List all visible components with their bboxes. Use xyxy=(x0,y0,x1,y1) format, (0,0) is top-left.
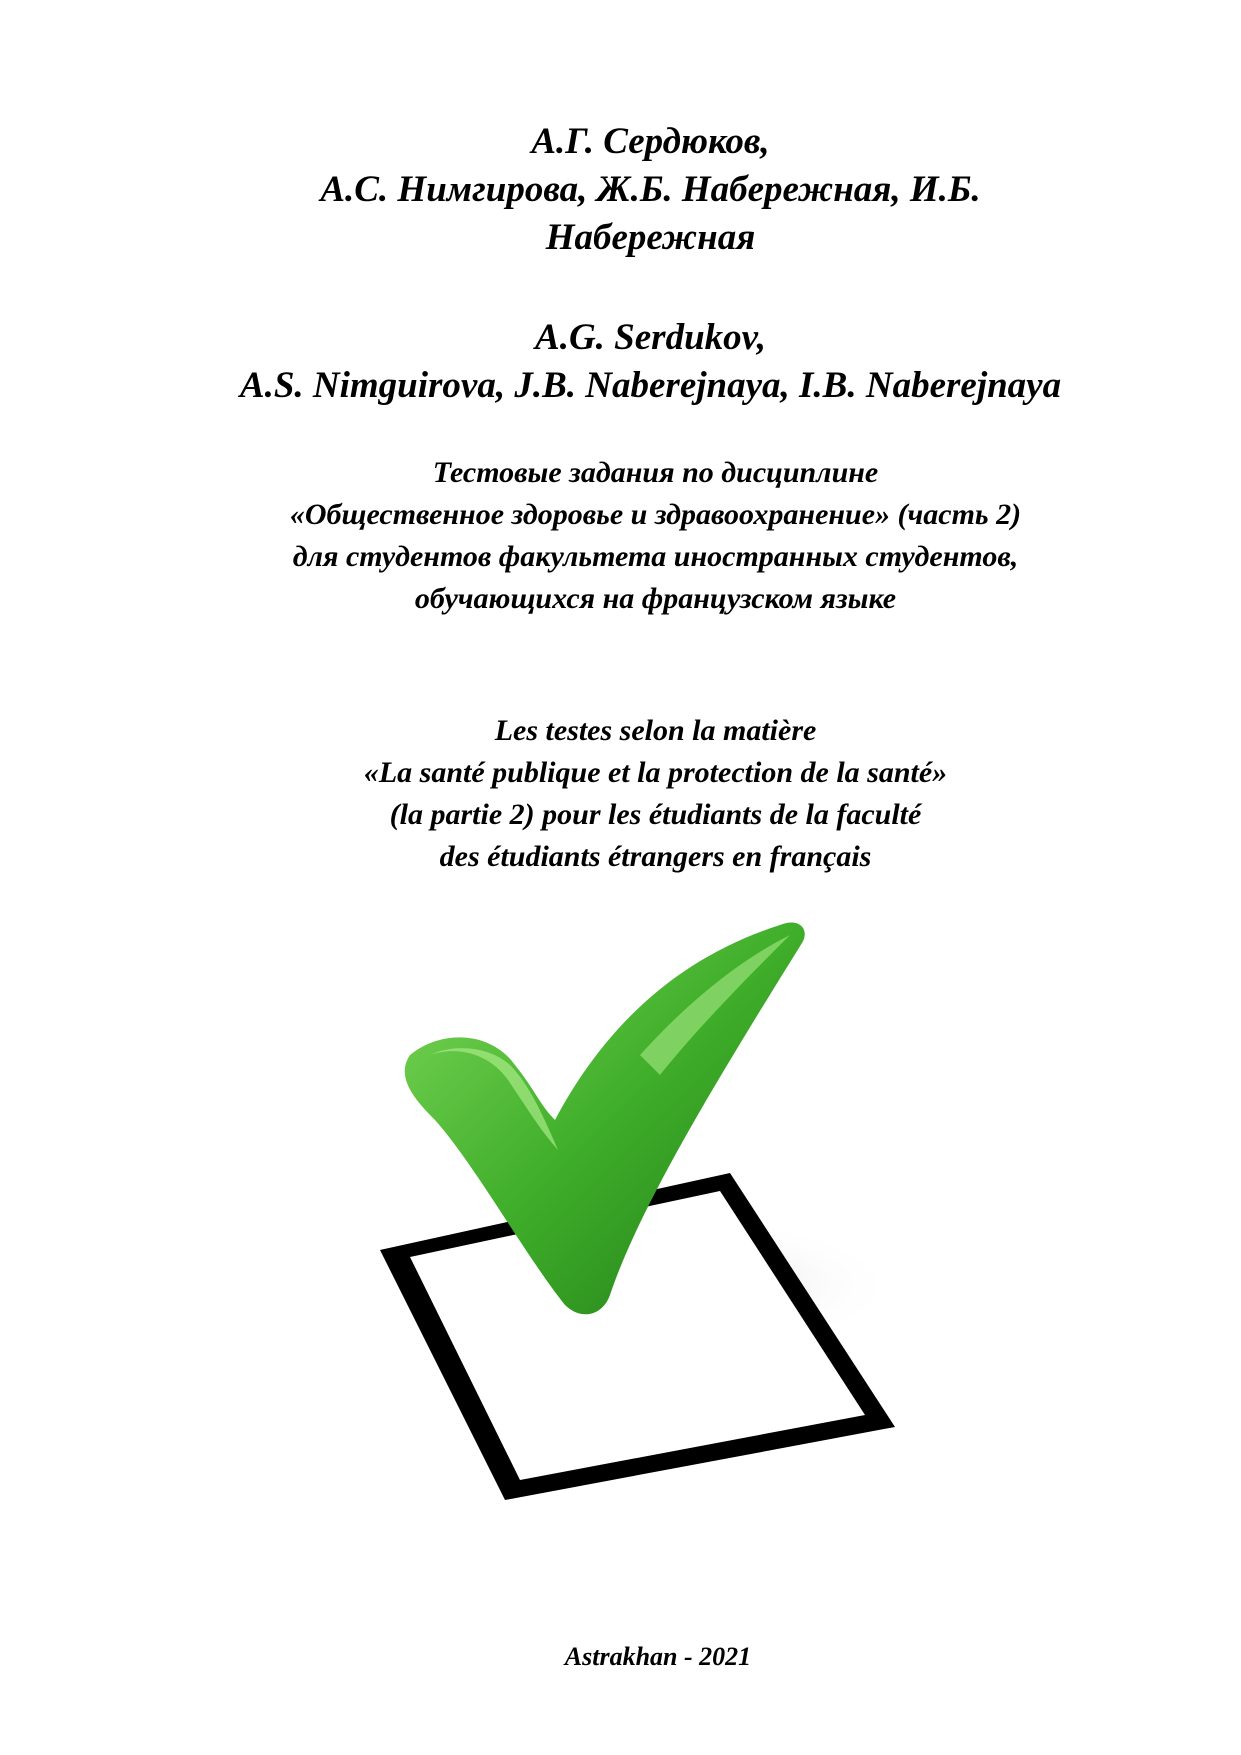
title-russian xyxy=(0,452,1241,620)
title-ru-line-1: Тестовые задания по дисциплине xyxy=(432,456,879,489)
footer-text: Astrakhan - 2021 xyxy=(564,1642,752,1671)
author-en-line-2: A.S. Nimguirova, J.B. Naberejnaya, I.B. Naberejnaya xyxy=(239,365,1062,406)
title-french xyxy=(0,710,1241,878)
checkmark-svg xyxy=(340,905,980,1525)
title-ru-line-3: для студентов факультета иностранных студентов, xyxy=(292,540,1019,573)
author-en-line-1: A.G. Serdukov, xyxy=(535,317,766,358)
green-checkmark-in-box-icon xyxy=(340,905,980,1525)
author-line-2: А.С. Нимгирова, Ж.Б. Набережная, И.Б. xyxy=(320,169,981,210)
title-fr-line-2: «La santé publique et la protection de la santé» xyxy=(363,756,948,789)
author-line-1: А.Г. Сердюков, xyxy=(531,121,770,162)
authors-russian xyxy=(0,118,1241,262)
title-fr-line-4: des étudiants étrangers en français xyxy=(439,840,872,873)
place-and-year xyxy=(0,1640,1241,1674)
title-fr-line-1: Les testes selon la matière xyxy=(494,714,817,747)
author-line-3: Набережная xyxy=(545,217,756,258)
authors-english xyxy=(0,314,1241,410)
title-ru-line-4: обучающихся на французском языке xyxy=(414,582,897,615)
title-fr-line-3: (la partie 2) pour les étudiants de la faculté xyxy=(389,798,922,831)
title-ru-line-2: «Общественное здоровье и здравоохранение» (часть 2) xyxy=(289,498,1022,531)
